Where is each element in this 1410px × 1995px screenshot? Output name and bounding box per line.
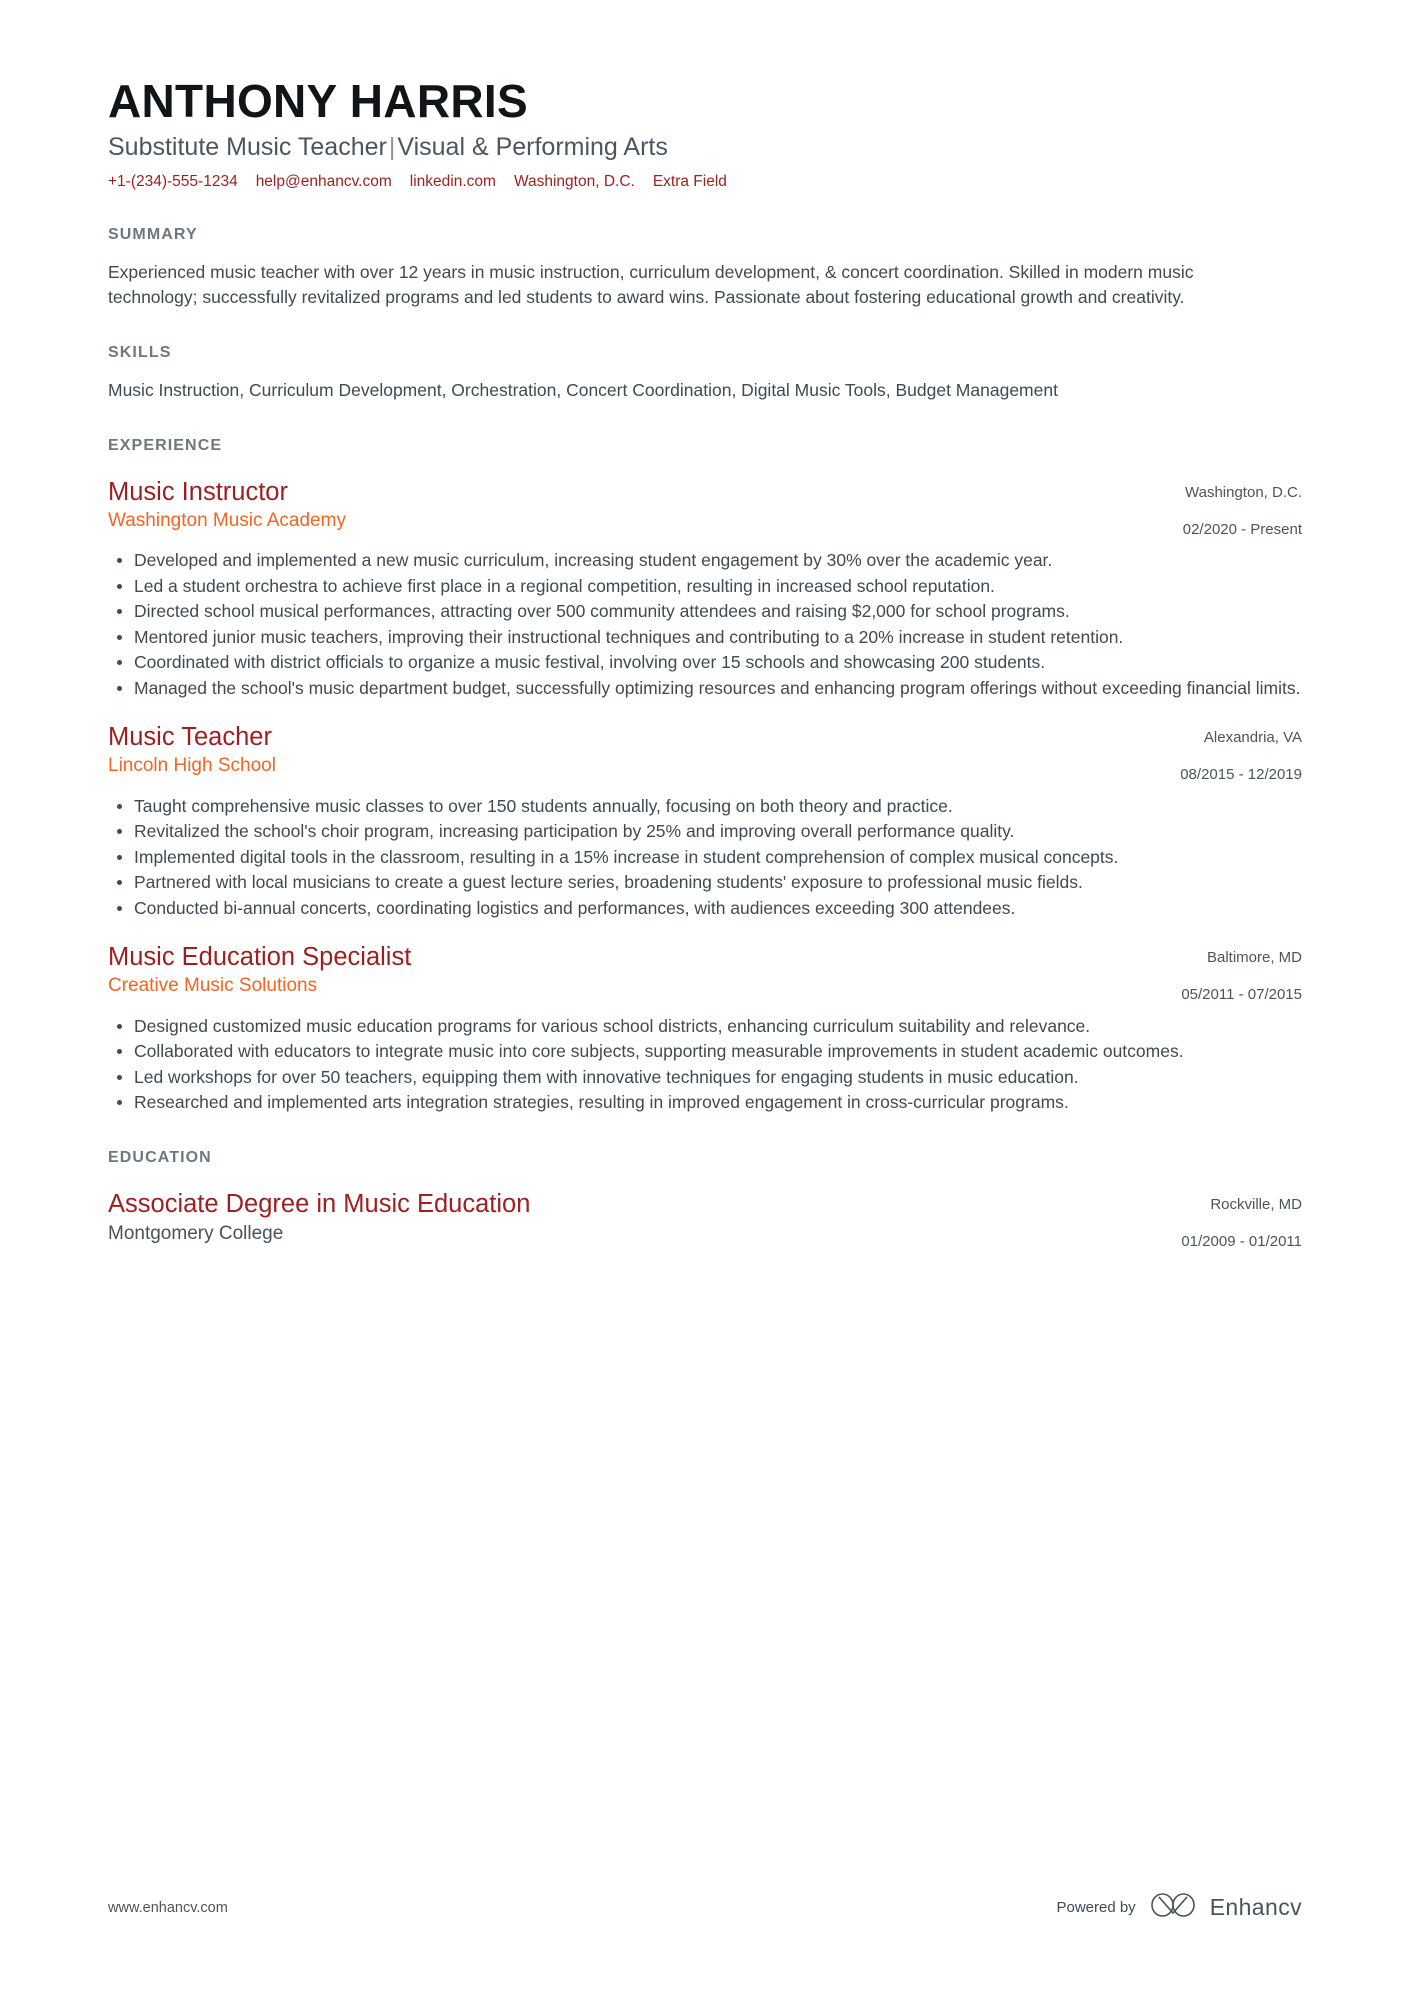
company-name: Creative Music Solutions bbox=[108, 975, 318, 997]
education-entry-left bbox=[108, 1189, 1157, 1246]
section-heading-summary: SUMMARY bbox=[108, 225, 198, 243]
job-title: Music Teacher bbox=[108, 723, 272, 751]
experience-entry-left bbox=[108, 942, 1157, 998]
experience-entry bbox=[108, 722, 1302, 920]
skills-text: Music Instruction, Curriculum Development, Orchestration, Concert Coordination, Digital Music Tools, Budget Management bbox=[108, 379, 1058, 400]
section-education bbox=[108, 1149, 1302, 1253]
powered-by-label: Powered by bbox=[1056, 1899, 1136, 1916]
company-name: Washington Music Academy bbox=[108, 509, 346, 531]
job-dates: 02/2020 - Present bbox=[1182, 520, 1302, 538]
enhancv-infinity-logo-icon bbox=[1150, 1892, 1196, 1923]
headline-divider: | bbox=[388, 132, 396, 161]
contact-linkedin[interactable]: linkedin.com bbox=[409, 172, 496, 190]
section-experience bbox=[108, 437, 1302, 1115]
job-bullet-list bbox=[108, 548, 1302, 700]
list-item: Developed and implemented a new music curriculum, increasing student engagement by 30% over the academic year. bbox=[108, 548, 1302, 573]
summary-text: Experienced music teacher with over 12 years in music instruction, curriculum development, & concert coordination. Skilled in modern music technology; successfully revitalized programs and led students to award wins. Passionate about fostering educational growth and creativity. bbox=[108, 261, 1194, 307]
experience-entry-left bbox=[108, 477, 1159, 533]
job-dates: 08/2015 - 12/2019 bbox=[1180, 766, 1302, 784]
education-entry-header bbox=[108, 1189, 1302, 1253]
list-item: Mentored junior music teachers, improving their instructional techniques and contributing to a 20% increase in student retention. bbox=[108, 625, 1302, 650]
experience-entry-header bbox=[108, 477, 1302, 541]
school-dates: 01/2009 - 01/2011 bbox=[1181, 1232, 1302, 1250]
footer-website-url[interactable]: www.enhancv.com bbox=[108, 1899, 228, 1916]
list-item: Implemented digital tools in the classroom, resulting in a 15% increase in student comprehension of complex musical concepts. bbox=[108, 845, 1302, 870]
list-item: Partnered with local musicians to create a guest lecture series, broadening students' exposure to professional music fields. bbox=[108, 870, 1302, 895]
contact-extra-field: Extra Field bbox=[652, 172, 727, 190]
brand-name-label: Enhancv bbox=[1209, 1894, 1302, 1920]
job-dates: 05/2011 - 07/2015 bbox=[1181, 986, 1302, 1004]
contact-email[interactable]: help@enhancv.com bbox=[255, 172, 392, 190]
contact-phone[interactable]: +1-(234)-555-1234 bbox=[108, 172, 238, 190]
education-entry bbox=[108, 1189, 1302, 1253]
experience-entry-meta bbox=[1159, 477, 1302, 541]
experience-entry-header bbox=[108, 942, 1302, 1006]
section-summary bbox=[108, 226, 1302, 310]
job-location: Alexandria, VA bbox=[1203, 729, 1302, 746]
experience-entry-meta bbox=[1156, 722, 1302, 786]
job-location: Baltimore, MD bbox=[1206, 949, 1302, 966]
list-item: Designed customized music education programs for various school districts, enhancing curriculum suitability and relevance. bbox=[108, 1014, 1302, 1039]
company-name: Lincoln High School bbox=[108, 755, 276, 777]
headline-secondary: Visual & Performing Arts bbox=[397, 132, 668, 161]
contact-line bbox=[108, 172, 1302, 192]
section-skills bbox=[108, 344, 1302, 403]
experience-entry-meta bbox=[1157, 942, 1302, 1006]
contact-location: Washington, D.C. bbox=[513, 172, 635, 190]
list-item: Taught comprehensive music classes to over 150 students annually, focusing on both theory and practice. bbox=[108, 794, 1302, 819]
list-item: Managed the school's music department budget, successfully optimizing resources and enhancing program offerings without exceeding financial limits. bbox=[108, 676, 1302, 701]
degree-title: Associate Degree in Music Education bbox=[108, 1189, 531, 1218]
section-heading-experience: EXPERIENCE bbox=[108, 436, 223, 454]
list-item: Led a student orchestra to achieve first place in a regional competition, resulting in increased school reputation. bbox=[108, 574, 1302, 599]
experience-entry bbox=[108, 942, 1302, 1115]
headline-primary: Substitute Music Teacher bbox=[108, 132, 387, 161]
school-location: Rockville, MD bbox=[1210, 1195, 1302, 1213]
section-heading-skills: SKILLS bbox=[108, 343, 172, 361]
page-title: ANTHONY HARRIS bbox=[108, 75, 528, 127]
page-footer bbox=[108, 1892, 1302, 1923]
school-name: Montgomery College bbox=[108, 1222, 284, 1244]
experience-entry bbox=[108, 477, 1302, 701]
experience-entry-header bbox=[108, 722, 1302, 786]
list-item: Conducted bi-annual concerts, coordinating logistics and performances, with audiences exceeding 300 attendees. bbox=[108, 896, 1302, 921]
job-bullet-list bbox=[108, 794, 1302, 921]
job-title: Music Instructor bbox=[108, 477, 288, 506]
experience-entry-left bbox=[108, 722, 1156, 778]
job-bullet-list bbox=[108, 1014, 1302, 1115]
list-item: Directed school musical performances, attracting over 500 community attendees and raising $2,000 for school programs. bbox=[108, 599, 1302, 624]
list-item: Researched and implemented arts integration strategies, resulting in improved engagement in cross-curricular programs. bbox=[108, 1090, 1302, 1115]
job-title: Music Education Specialist bbox=[108, 943, 412, 971]
list-item: Led workshops for over 50 teachers, equipping them with innovative techniques for engaging students in music education. bbox=[108, 1065, 1302, 1090]
list-item: Revitalized the school's choir program, increasing participation by 25% and improving overall performance quality. bbox=[108, 819, 1302, 844]
list-item: Collaborated with educators to integrate music into core subjects, supporting measurable improvements in student academic outcomes. bbox=[108, 1039, 1302, 1064]
list-item: Coordinated with district officials to organize a music festival, involving over 15 schools and showcasing 200 students. bbox=[108, 650, 1302, 675]
resume-header bbox=[108, 75, 1302, 192]
footer-brand bbox=[1056, 1892, 1302, 1923]
section-heading-education: EDUCATION bbox=[108, 1148, 212, 1166]
job-location: Washington, D.C. bbox=[1185, 483, 1302, 501]
education-entry-meta bbox=[1157, 1189, 1302, 1253]
professional-headline bbox=[108, 132, 1302, 162]
